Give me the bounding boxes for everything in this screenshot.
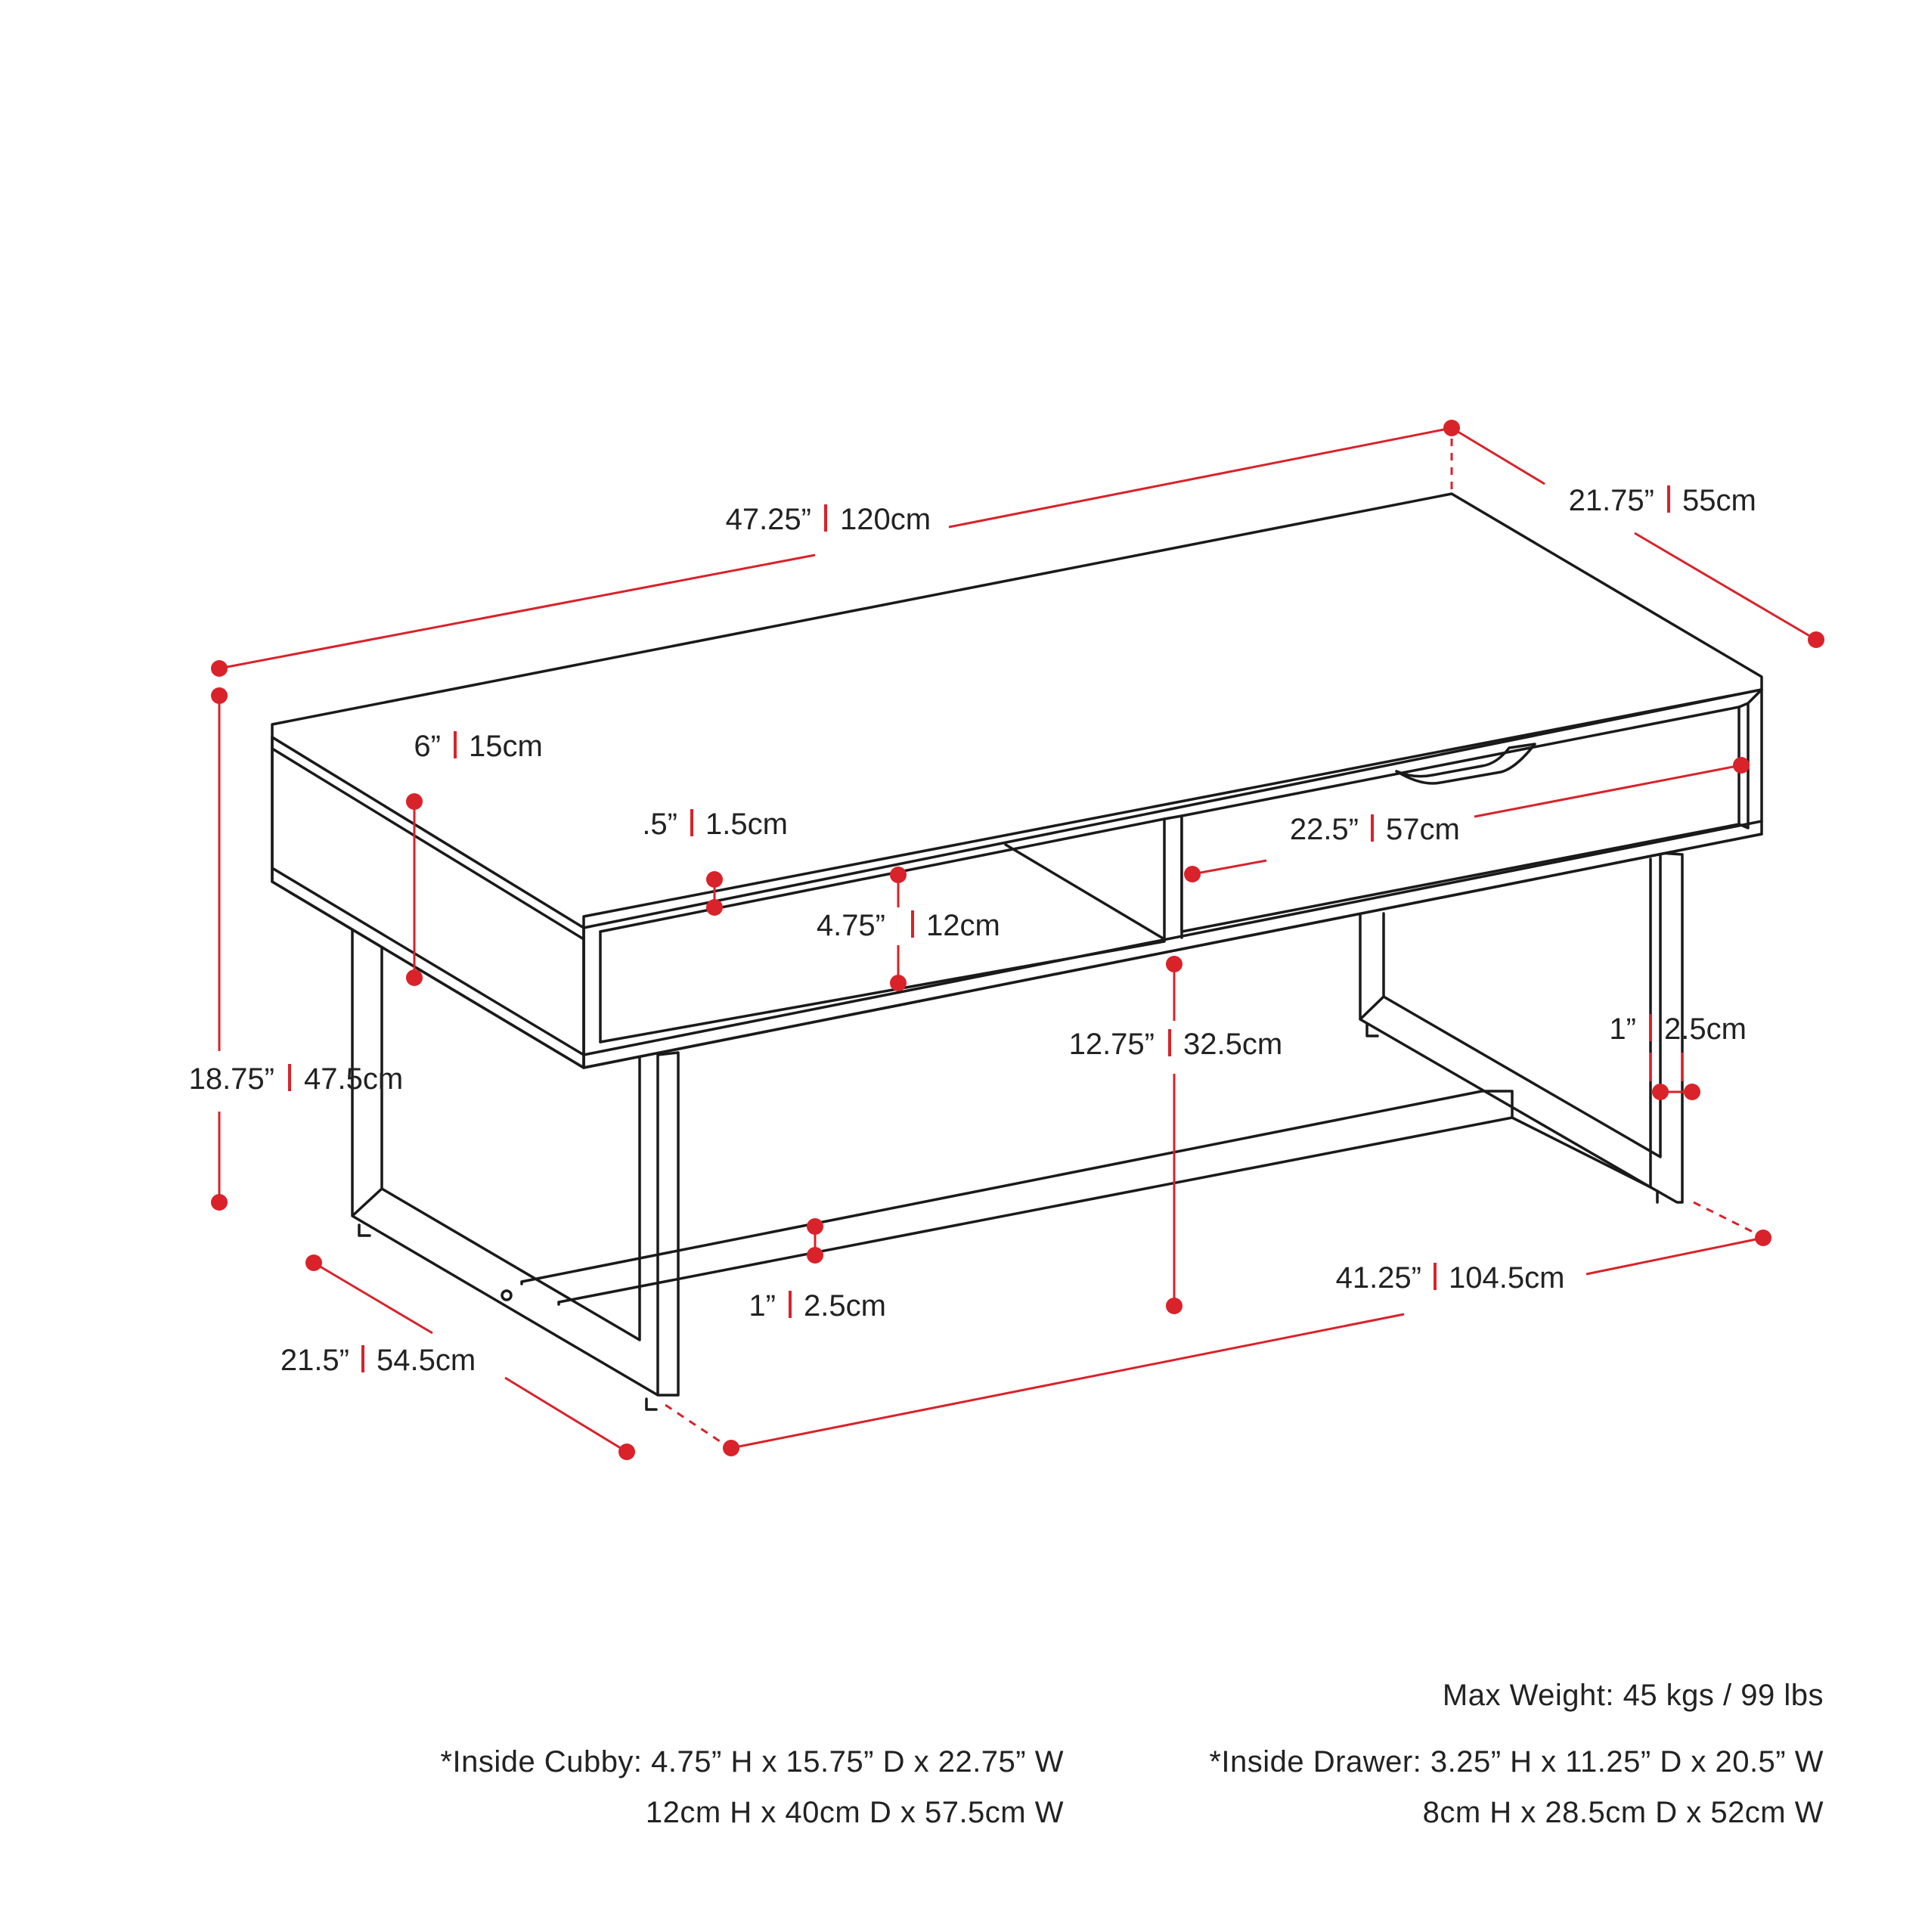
clearance-imperial: 12.75”: [1068, 1028, 1155, 1061]
drawer-metric-note: 8cm H x 28.5cm D x 52cm W: [1422, 1796, 1824, 1829]
dim-label-height: [189, 1062, 404, 1096]
cubby-height-imperial: 4.75”: [816, 909, 885, 942]
leg-width-imperial: 1”: [1609, 1013, 1636, 1046]
base-depth-imperial: 21.5”: [280, 1344, 349, 1377]
bar-width-metric: 2.5cm: [804, 1289, 886, 1323]
depth-imperial: 21.75”: [1568, 484, 1654, 517]
cubby-imperial-note: *Inside Cubby: 4.75” H x 15.75” D x 22.75” W: [440, 1745, 1064, 1778]
bar-width-imperial: 1”: [749, 1289, 776, 1323]
dim-label-clearance: [1069, 1028, 1283, 1061]
dim-label-leg-width: [1609, 1013, 1747, 1046]
height-imperial: 18.75”: [188, 1062, 274, 1096]
length-metric: 120cm: [840, 503, 931, 536]
dim-label-box-height: [414, 730, 542, 763]
box-height-metric: 15cm: [469, 730, 543, 763]
depth-metric: 55cm: [1682, 484, 1756, 517]
feet: [359, 1025, 1657, 1409]
dim-label-depth: [1569, 484, 1756, 517]
max-weight-note: Max Weight: 45 kgs / 99 lbs: [1442, 1679, 1824, 1712]
base-depth-metric: 54.5cm: [377, 1344, 476, 1377]
top-thickness-imperial: .5”: [642, 808, 677, 841]
base-length-imperial: 41.25”: [1335, 1261, 1421, 1295]
dim-label-bar-width: [749, 1289, 886, 1323]
clearance-metric: 32.5cm: [1183, 1028, 1283, 1061]
dim-label-length: [726, 503, 931, 536]
drawer-width-metric: 57cm: [1386, 813, 1460, 846]
base-length-metric: 104.5cm: [1449, 1261, 1565, 1295]
drawer-imperial-note: *Inside Drawer: 3.25” H x 11.25” D x 20.5” W: [1209, 1745, 1824, 1778]
length-imperial: 47.25”: [725, 503, 811, 536]
leg-width-metric: 2.5cm: [1664, 1013, 1747, 1046]
top-thickness-metric: 1.5cm: [705, 808, 788, 841]
dim-label-base-depth: [281, 1344, 476, 1377]
box-height-imperial: 6”: [414, 730, 441, 763]
cubby-metric-note: 12cm H x 40cm D x 57.5cm W: [645, 1796, 1064, 1829]
leg-screw: [502, 1291, 511, 1300]
drawer-width-imperial: 22.5”: [1289, 813, 1359, 846]
cubby-height-metric: 12cm: [926, 909, 1000, 942]
height-metric: 47.5cm: [304, 1062, 404, 1096]
dim-label-top-thickness: [642, 808, 788, 841]
dim-label-base-length: [1336, 1261, 1565, 1295]
